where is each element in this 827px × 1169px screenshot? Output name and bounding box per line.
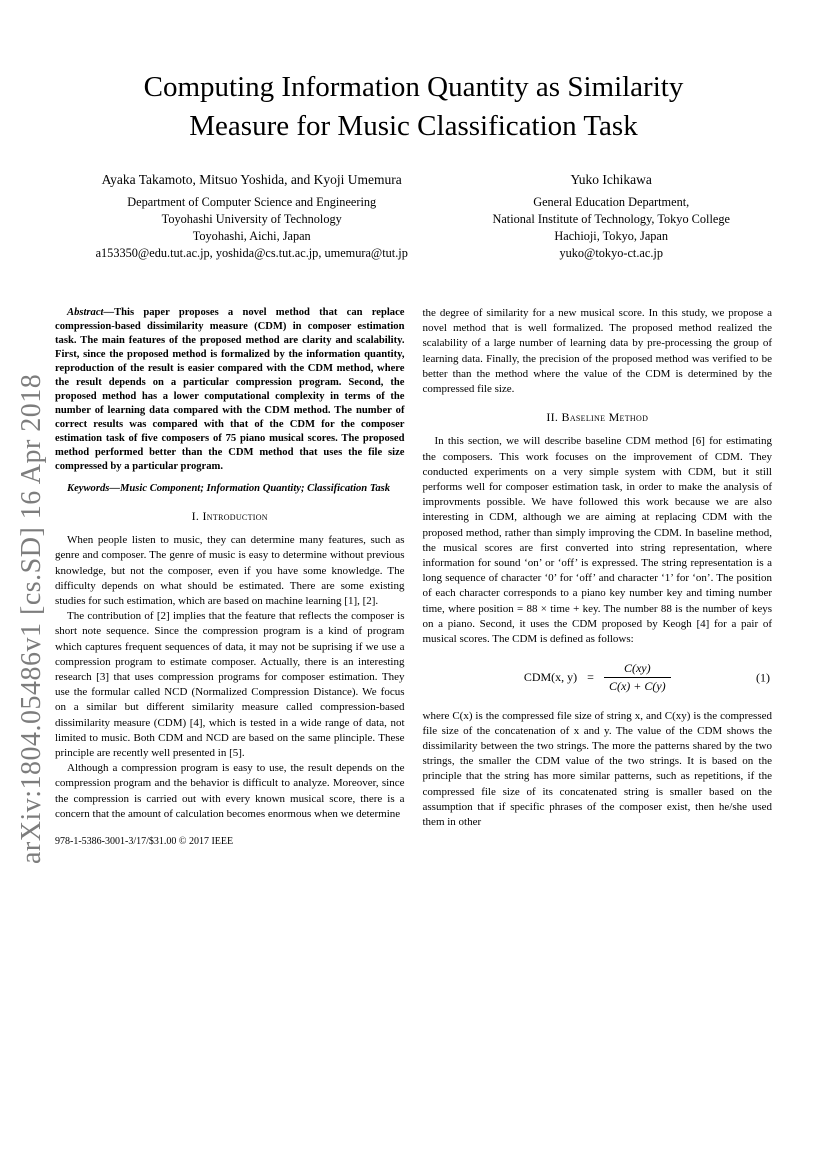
baseline-paragraph-1: In this section, we will describe baseline CDM method [6] for estimating the composers. This work focuses on the improvement of CDM. They conducted experiments on a very simple system with CDM, but it still performs well for composer estimation task, in order to make the analysis of improvments possible. We have followed this work because we are also interesting in CDM, although we are aiming at replacing CDM with the proposed method, rather than simply improving the CDM. In baseline method, the musical scores are first converted into string representation, where information for sound ‘on’ or ‘off’ is expressed. The string representation is a long sequence of character ‘0’ for ‘off’ and character ‘1’ for ‘on’. The position of each character corresponds to a piano key number key and timing number time, where position = 88 × time + key. The number 88 is the number of keys on a piano. Second, it uses the CDM proposed by Keogh [4] for a pair of musical scores. The CDM is defined as follows: bbox=[422, 435, 772, 646]
author-block-2 bbox=[449, 172, 773, 262]
equation-equals-sign: = bbox=[587, 670, 594, 685]
equation-1 bbox=[423, 661, 773, 694]
abstract-label: Abstract bbox=[67, 307, 104, 318]
abstract-text: This paper proposes a novel method that can replace compression-based dissimilarity measure (CDM) in composer estimation task. The main features of the proposed method are clarity and scalability. First, since the proposed method is formalized by the information quantity, reproduction of the result is easier compared with the CDM method, where the result depends on a particular compression program. Second, the proposed method has a lower computational complexity in terms of the number of learning data compared with the CDM method. The number of correct results was compared with that of the CDM for the composer estimation task of five composers of 75 piano musical scores. The proposed method performed better than the CDM method that uses the file size compressed by a particular program. bbox=[55, 307, 405, 472]
baseline-paragraph-2: where C(x) is the compressed file size of string x, and C(xy) is the compressed file size of the concatenation of x and y. The value of the CDM shows the dissimilarity between the two strings. The more the patterns shared by the two strings, the smaller the CDM value of the two strings. It is based on the principle that the string has more similar patterns, such as repetitions, if the compressed file size of its concatenated string is smaller based on the assumption that if specific phrases of the composer exist, then he/she used them in other bbox=[422, 709, 772, 829]
abstract-paragraph bbox=[55, 306, 405, 474]
section-heading-baseline-method: II. Baseline Method bbox=[546, 410, 649, 425]
paper-title-line2: Measure for Music Classification Task bbox=[189, 110, 638, 142]
equation-number: (1) bbox=[756, 670, 770, 685]
body-columns bbox=[55, 306, 772, 849]
author-org-1: Toyohashi University of Technology bbox=[161, 212, 342, 226]
author-email-1: a153350@edu.tut.ac.jp, yoshida@cs.tut.ac.jp, umemura@tut.jp bbox=[95, 246, 408, 260]
keywords-dash: — bbox=[109, 483, 120, 494]
author-org-2: National Institute of Technology, Tokyo College bbox=[492, 212, 730, 226]
authors-row bbox=[54, 172, 773, 262]
equation-denominator: C(x) + C(y) bbox=[604, 677, 671, 694]
paper-title bbox=[0, 68, 827, 146]
keywords-text: Music Component; Information Quantity; Classification Task bbox=[119, 483, 391, 494]
intro-paragraph-2: The contribution of [2] implies that the feature that reflects the composer is short note sequence. Since the compression program is a kind of program which captures frequent sequences of data, it may not be suprising if we use a compression program to estimate composer. Actually, there is an interesting research [3] that uses compression programs for composer estimation. They use the formular called NCD (Normalized Compression Distance). We focus on a similar but different similarity measure called compression-based dissimilarity measure (CDM) [4], which is tested in a wide range of data, not limited to music. Both CDM and NCD are based on the same plinciple. These principle are recently well presented in [5]. bbox=[55, 610, 405, 760]
author-email-2: yuko@tokyo-ct.ac.jp bbox=[559, 246, 663, 260]
author-names-1: Ayaka Takamoto, Mitsuo Yoshida, and Kyoji Umemura bbox=[101, 172, 402, 187]
author-location-2: Hachioji, Tokyo, Japan bbox=[554, 229, 669, 243]
paper-title-line1: Computing Information Quantity as Similarity bbox=[143, 71, 684, 103]
section-heading-introduction: I. Introduction bbox=[191, 509, 268, 523]
intro-paragraph-3: Although a compression program is easy to use, the result depends on the compression program and the behavior is difficult to analyze. Moreover, since the compression is carried out with every known musical score, there is a concern that the amount of calculation becomes enormous when we determine bbox=[55, 762, 405, 820]
intro-paragraph-1: When people listen to music, they can determine many features, such as genre and composer. The genre of music is easy to determine without previous knowledge, but not the composer, even if you have some knowledge. The difficulty depends on what should be estimated. There are some existing studies for such estimation, which are based on machine learning [1], [2]. bbox=[55, 534, 405, 608]
arxiv-watermark: arXiv:1804.05486v1 [cs.SD] 16 Apr 2018 bbox=[16, 373, 47, 864]
equation-fraction bbox=[604, 661, 671, 694]
author-names-2: Yuko Ichikawa bbox=[570, 172, 652, 187]
keywords-label: Keywords bbox=[67, 483, 110, 494]
left-column bbox=[55, 306, 405, 849]
keywords-paragraph bbox=[55, 482, 405, 496]
author-dept-1: Department of Computer Science and Engineering bbox=[127, 195, 377, 209]
author-dept-2: General Education Department, bbox=[533, 195, 690, 209]
author-location-1: Toyohashi, Aichi, Japan bbox=[192, 229, 311, 243]
copyright-note: 978-1-5386-3001-3/17/$31.00 © 2017 IEEE bbox=[55, 836, 234, 848]
equation-lhs: CDM(x, y) bbox=[523, 670, 578, 685]
continuation-paragraph: the degree of similarity for a new musical score. In this study, we propose a novel method that is well formalized. The proposed method realized the scalability of a large number of learning data by pre-processing the group of learning data. Finally, the precision of the proposed method was verified to be better than the method where the value of the CDM is determined by the compressed file size. bbox=[422, 307, 772, 396]
equation-numerator: C(xy) bbox=[623, 661, 651, 676]
right-column bbox=[423, 306, 773, 849]
title-block bbox=[0, 0, 827, 146]
author-block-1 bbox=[54, 172, 449, 262]
abstract-dash: — bbox=[103, 307, 115, 318]
